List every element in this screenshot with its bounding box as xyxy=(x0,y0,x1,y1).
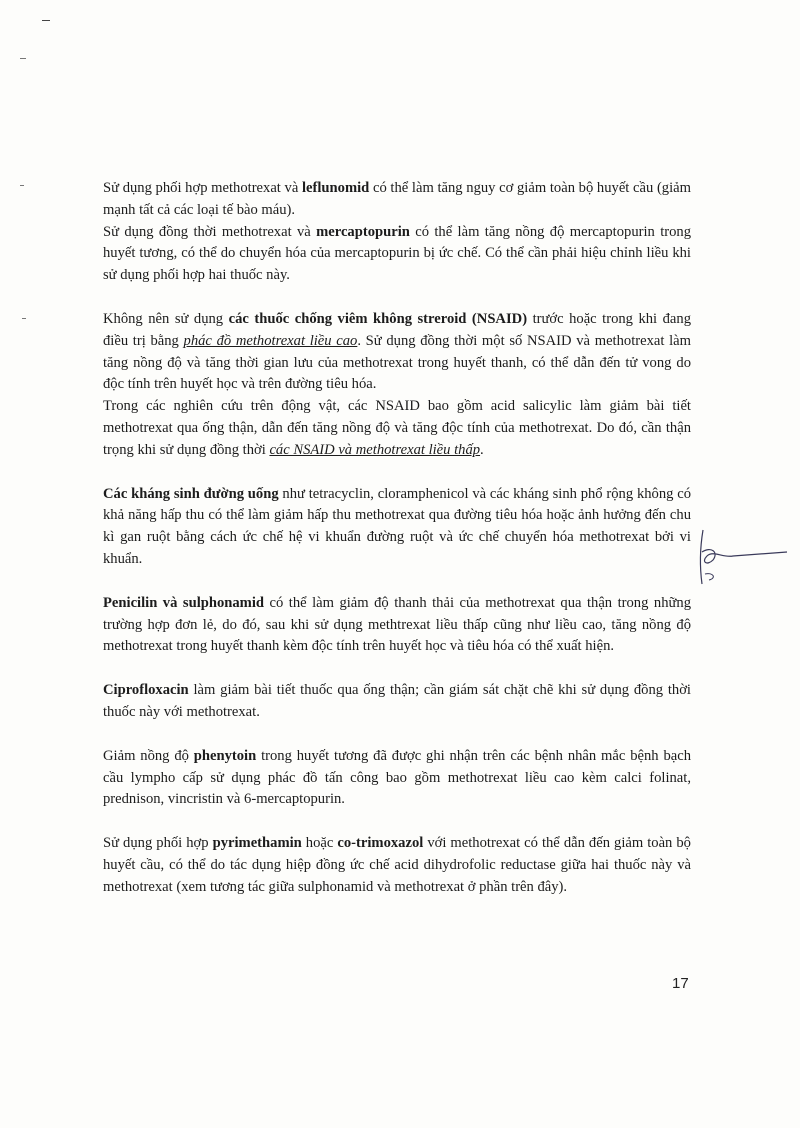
text-run: trước hoặc trong khi đang điều trị bằng xyxy=(103,310,691,349)
paragraph-gap xyxy=(103,811,691,833)
paragraph-gap xyxy=(103,724,691,746)
text-run: có thể làm tăng nồng độ mercaptopurin trong huyết tương, có thể do chuyển hóa của mercaptopurin bị ức chế. Có thể cần phải hiệu chỉnh liều khi sử dụng phối hợp hai thuốc này. xyxy=(103,223,691,284)
text-run: . Sử dụng đồng thời một số NSAID và methotrexat làm tăng nồng độ và tăng thời gian lưu của methotrexat trong huyết thanh, có thể dẫn đến tử vong do độc tính trên huyết học và trên đường tiêu hóa. xyxy=(103,332,691,393)
text-run: Sử dụng phối hợp xyxy=(103,835,213,852)
scan-mark xyxy=(42,20,50,21)
paragraph xyxy=(103,222,691,287)
paragraph xyxy=(103,309,691,396)
text-run: với methotrexat có thể dẫn đến giảm toàn bộ huyết cầu, có thể do tác dụng hiệp đồng ức chế acid dihydrofolic reductase giữa hai thuốc này và methotrexat (xem tương tác giữa sulphonamid và methotrexat ở phần trên đây). xyxy=(103,835,691,895)
bold-term: pyrimethamin xyxy=(212,835,302,852)
underlined-term: phác đồ methotrexat liều cao xyxy=(183,332,358,349)
paragraph xyxy=(103,178,691,222)
signature-mark xyxy=(693,522,788,594)
document-body xyxy=(103,178,691,899)
underlined-term: các NSAID và methotrexat liều thấp xyxy=(269,441,481,458)
text-run: Trong các nghiên cứu trên động vật, các NSAID bao gồm acid salicylic làm giảm bài tiết methotrexat qua ống thận, dẫn đến tăng nồng độ và tăng độc tính của methotrexat. Do đó, cần thận trọng khi sử dụng đồng thời xyxy=(103,398,691,458)
bold-term: co-trimoxazol xyxy=(337,835,424,852)
text-run: trong huyết tương đã được ghi nhận trên các bệnh nhân mắc bệnh bạch cầu lympho cấp sử dụng phác đồ tấn công bao gồm methotrexat liều cao kèm calci folinat, prednison, vincristin và 6-mercaptopurin. xyxy=(103,747,691,808)
scan-mark xyxy=(20,58,26,59)
bold-term: phenytoin xyxy=(193,747,257,764)
bold-term: Các kháng sinh đường uống xyxy=(103,485,279,502)
paragraph xyxy=(103,593,691,658)
text-run: như tetracyclin, cloramphenicol và các kháng sinh phổ rộng không có khả năng hấp thu có thể làm giảm hấp thu methotrexat qua đường tiêu hóa hoặc ảnh hưởng đến chu kì gan ruột bằng cách ức chế hệ vi khuẩn đường ruột và ức chế chuyển hóa methotrexat bởi vi khuẩn. xyxy=(103,485,692,567)
text-run: hoặc xyxy=(301,835,338,852)
text-run: có thể làm giảm độ thanh thải của methotrexat qua thận trong những trường hợp đơn lẻ, do đó, sau khi sử dụng methtrexat liều thấp cũng như liều cao, tăng nồng độ methotrexat trong huyết thanh kèm độc tính trên huyết học và tiêu hóa có thể xuất hiện. xyxy=(103,594,691,655)
scan-mark xyxy=(22,318,26,319)
bold-term: Penicilin và sulphonamid xyxy=(103,594,265,611)
text-run: Sử dụng đồng thời methotrexat và xyxy=(103,223,317,240)
page-number: 17 xyxy=(672,975,689,992)
bold-term: các thuốc chống viêm không streroid (NSAID) xyxy=(228,310,528,327)
text-run: có thể làm tăng nguy cơ giảm toàn bộ huyết cầu (giảm mạnh tất cả các loại tế bào máu). xyxy=(103,180,691,218)
bold-term: mercaptopurin xyxy=(316,223,410,240)
text-run: . xyxy=(480,441,484,458)
paragraph-gap xyxy=(103,462,691,484)
text-run: Không nên sử dụng xyxy=(103,310,229,327)
text-run: Sử dụng phối hợp methotrexat và xyxy=(103,180,302,196)
paragraph-gap xyxy=(103,287,691,309)
paragraph xyxy=(103,396,691,461)
bold-term: leflunomid xyxy=(301,180,370,196)
scan-mark xyxy=(20,185,24,186)
paragraph xyxy=(103,833,691,898)
paragraph xyxy=(103,746,691,811)
bold-term: Ciprofloxacin xyxy=(103,682,189,699)
paragraph xyxy=(103,680,691,724)
text-run: Giảm nồng độ xyxy=(103,747,194,764)
text-run: làm giảm bài tiết thuốc qua ống thận; cần giám sát chặt chẽ khi sử dụng đồng thời thuốc này với methotrexat. xyxy=(103,682,691,720)
paragraph-gap xyxy=(103,658,691,680)
paragraph xyxy=(103,484,691,571)
paragraph-gap xyxy=(103,571,691,593)
